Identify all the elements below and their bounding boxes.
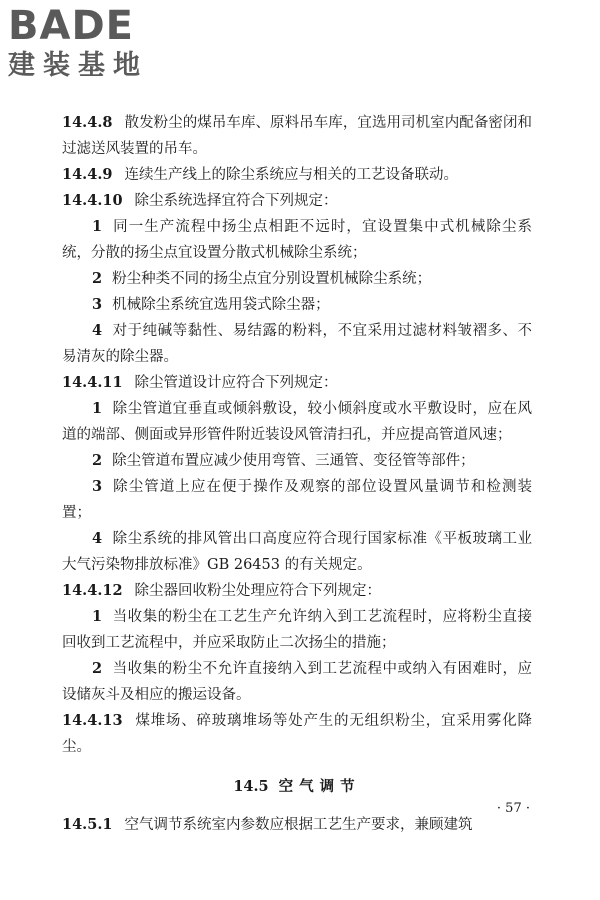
- clause-number: 14.4.12: [62, 582, 123, 599]
- item-text: 对于纯碱等黏性、易结露的粉料，不宜采用过滤材料皱褶多、不易清灰的除尘器。: [62, 323, 532, 365]
- logo-brand-cn: 建装基地: [8, 50, 148, 81]
- clause-number: 14.4.10: [62, 192, 123, 209]
- clause-text: 散发粉尘的煤吊车库、原料吊车库，宜选用司机室内配备密闭和过滤送风装置的吊车。: [62, 115, 532, 157]
- item-text: 除尘系统的排风管出口高度应符合现行国家标准《平板玻璃工业大气污染物排放标准》GB 26453 的有关规定。: [62, 531, 532, 573]
- item-text: 当收集的粉尘在工艺生产允许纳入到工艺流程时，应将粉尘直接回收到工艺流程中，并应采取防止二次扬尘的措施；: [62, 609, 532, 651]
- item-number: 1: [92, 400, 103, 417]
- clause-14-4-11: [62, 370, 532, 396]
- logo-brand-en: BADE: [8, 3, 134, 49]
- list-item: [62, 266, 532, 292]
- item-number: 2: [92, 452, 103, 469]
- clause-14-5-1: [62, 812, 532, 838]
- list-item: [62, 318, 532, 370]
- item-text: 除尘管道上应在便于操作及观察的部位设置风量调节和检测装置；: [62, 479, 532, 521]
- clause-number: 14.4.9: [62, 166, 113, 183]
- item-number: 3: [92, 478, 103, 495]
- clause-number: 14.4.13: [62, 712, 123, 729]
- list-item: [62, 214, 532, 266]
- item-number: 1: [92, 218, 103, 235]
- clause-text: 除尘系统选择宜符合下列规定：: [134, 193, 338, 209]
- item-number: 2: [92, 270, 103, 287]
- item-number: 3: [92, 296, 103, 313]
- clause-14-4-9: [62, 162, 532, 188]
- clause-14-4-12: [62, 578, 532, 604]
- section-number: 14.5: [233, 778, 269, 795]
- list-item: [62, 396, 532, 448]
- page-number: · 57 ·: [496, 801, 530, 816]
- clause-14-4-10: [62, 188, 532, 214]
- item-text: 机械除尘系统宜选用袋式除尘器；: [112, 297, 330, 313]
- list-item: [62, 474, 532, 526]
- clause-text: 除尘管道设计应符合下列规定：: [134, 375, 338, 391]
- clause-number: 14.4.8: [62, 114, 113, 131]
- item-number: 1: [92, 608, 103, 625]
- list-item: [62, 526, 532, 578]
- clause-text: 连续生产线上的除尘系统应与相关的工艺设备联动。: [124, 167, 458, 183]
- clause-number: 14.5.1: [62, 816, 113, 833]
- clause-text: 煤堆场、碎玻璃堆场等处产生的无组织粉尘，宜采用雾化降尘。: [62, 713, 532, 755]
- item-text: 当收集的粉尘不允许直接纳入到工艺流程中或纳入有困难时，应设储灰斗及相应的搬运设备。: [62, 661, 532, 703]
- clause-14-4-13: [62, 708, 532, 760]
- item-number: 2: [92, 660, 103, 677]
- item-text: 除尘管道宜垂直或倾斜敷设，较小倾斜度或水平敷设时，应在风道的端部、侧面或异形管件附近装设风管清扫孔，并应提高管道风速；: [62, 401, 532, 443]
- list-item: [62, 448, 532, 474]
- item-text: 粉尘种类不同的扬尘点宜分别设置机械除尘系统；: [112, 271, 432, 287]
- clause-14-4-8: [62, 110, 532, 162]
- list-item: [62, 604, 532, 656]
- list-item: [62, 656, 532, 708]
- item-number: 4: [92, 322, 103, 339]
- item-text: 除尘管道布置应减少使用弯管、三通管、变径管等部件；: [112, 453, 475, 469]
- list-item: [62, 292, 532, 318]
- logo: [8, 4, 178, 82]
- clause-text: 空气调节系统室内参数应根据工艺生产要求，兼顾建筑: [124, 817, 473, 833]
- item-text: 同一生产流程中扬尘点相距不远时，宜设置集中式机械除尘系统，分散的扬尘点宜设置分散式机械除尘系统；: [62, 219, 532, 261]
- clause-text: 除尘器回收粉尘处理应符合下列规定：: [134, 583, 382, 599]
- clause-number: 14.4.11: [62, 374, 123, 391]
- section-title: [62, 774, 532, 800]
- item-number: 4: [92, 530, 103, 547]
- document-body: [62, 110, 532, 838]
- section-heading: 空气调节: [278, 778, 361, 795]
